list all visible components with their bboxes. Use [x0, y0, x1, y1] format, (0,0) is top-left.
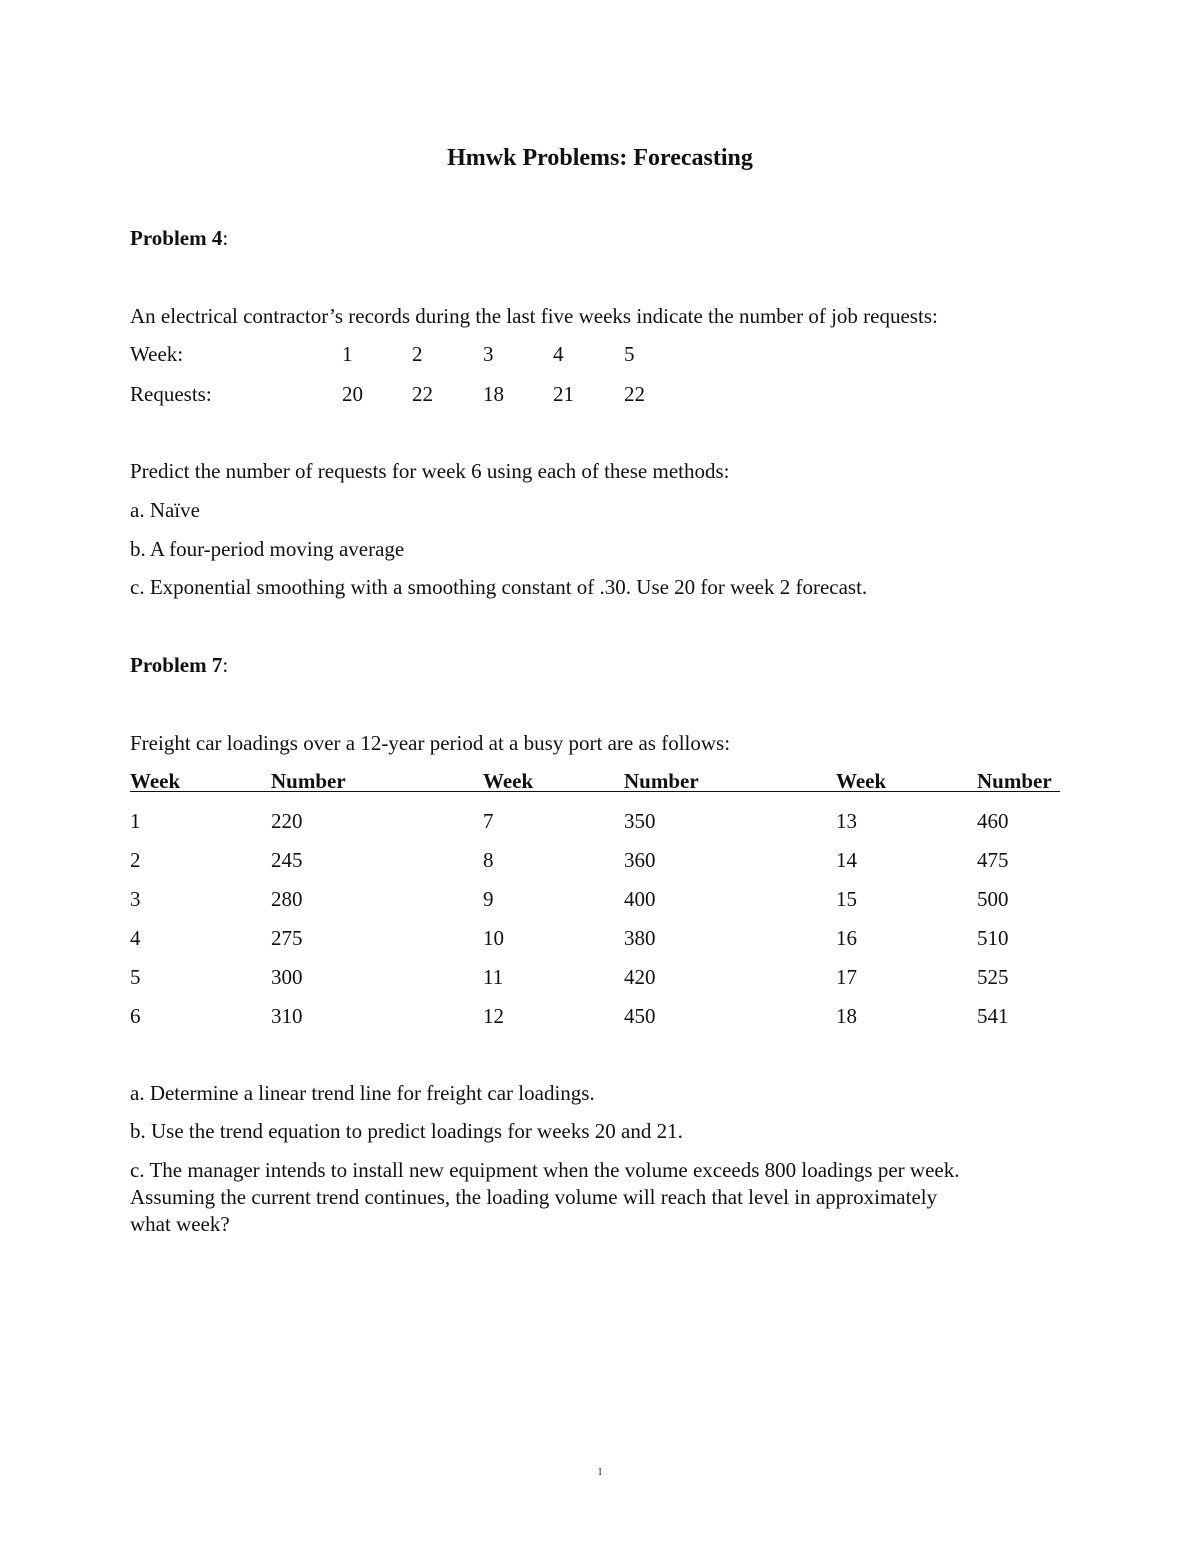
problem-7-part-c-line-1: c. The manager intends to install new equipment when the volume exceeds 800 loadings per week. — [130, 1158, 960, 1182]
table-row — [130, 850, 1060, 889]
table-cell: 380 — [624, 926, 656, 950]
problem-7-heading-colon: : — [222, 653, 229, 677]
table-cell: 18 — [836, 1004, 857, 1028]
requests-value: 22 — [412, 382, 433, 406]
problem-4-heading-colon: : — [222, 226, 229, 250]
table-cell: 15 — [836, 887, 857, 911]
table-cell: 245 — [271, 848, 303, 872]
problem-4-part-b: b. A four-period moving average — [130, 537, 405, 561]
problem-4-heading-label: Problem 4 — [130, 226, 223, 250]
table-cell: 275 — [271, 926, 303, 950]
table-cell: 4 — [130, 926, 141, 950]
problem-4-intro: An electrical contractor’s records during the last five weeks indicate the number of job requests: — [130, 304, 938, 328]
requests-value: 20 — [342, 382, 363, 406]
problem-4-question: Predict the number of requests for week 6 using each of these methods: — [130, 459, 730, 483]
table-cell: 220 — [271, 809, 303, 833]
table-cell: 1 — [130, 809, 141, 833]
freight-table-header — [130, 771, 1060, 792]
problem-7-part-a: a. Determine a linear trend line for freight car loadings. — [130, 1081, 595, 1105]
table-row — [130, 1006, 1060, 1045]
week-value: 2 — [412, 342, 423, 366]
table-cell: 14 — [836, 848, 857, 872]
table-cell: 500 — [977, 887, 1009, 911]
week-value: 4 — [553, 342, 564, 366]
table-row — [130, 928, 1060, 967]
column-header-week: Week — [836, 769, 887, 793]
table-cell: 280 — [271, 887, 303, 911]
problem-7-intro: Freight car loadings over a 12-year period at a busy port are as follows: — [130, 731, 731, 755]
column-header-number: Number — [977, 769, 1052, 793]
problem-7-heading-label: Problem 7 — [130, 653, 223, 677]
problem-7-part-c-line-2: Assuming the current trend continues, the loading volume will reach that level in approximately — [130, 1185, 938, 1209]
table-cell: 5 — [130, 965, 141, 989]
table-cell: 420 — [624, 965, 656, 989]
problem-4-part-c: c. Exponential smoothing with a smoothing constant of .30. Use 20 for week 2 forecast. — [130, 575, 868, 599]
table-cell: 16 — [836, 926, 857, 950]
table-row — [130, 889, 1060, 928]
column-header-week: Week — [483, 769, 534, 793]
table-cell: 13 — [836, 809, 857, 833]
column-header-number: Number — [624, 769, 699, 793]
week-value: 1 — [342, 342, 353, 366]
page-number: 1 — [597, 1467, 603, 1478]
freight-table — [130, 771, 1060, 1045]
table-cell: 475 — [977, 848, 1009, 872]
table-cell: 7 — [483, 809, 494, 833]
week-value: 3 — [483, 342, 494, 366]
table-cell: 8 — [483, 848, 494, 872]
column-header-number: Number — [271, 769, 346, 793]
table-row — [130, 967, 1060, 1006]
table-cell: 3 — [130, 887, 141, 911]
column-header-week: Week — [130, 769, 181, 793]
table-cell: 300 — [271, 965, 303, 989]
table-cell: 11 — [483, 965, 504, 989]
table-cell: 400 — [624, 887, 656, 911]
table-cell: 2 — [130, 848, 141, 872]
problem-4-part-a: a. Naïve — [130, 498, 200, 522]
table-cell: 360 — [624, 848, 656, 872]
problem-7-heading — [130, 655, 228, 676]
requests-value: 18 — [483, 382, 504, 406]
problem-4-heading — [130, 228, 228, 249]
table-cell: 17 — [836, 965, 857, 989]
requests-value: 21 — [553, 382, 574, 406]
table-cell: 450 — [624, 1004, 656, 1028]
requests-label: Requests: — [130, 382, 212, 406]
week-label: Week: — [130, 342, 184, 366]
table-cell: 10 — [483, 926, 504, 950]
week-value: 5 — [624, 342, 635, 366]
table-cell: 350 — [624, 809, 656, 833]
table-cell: 541 — [977, 1004, 1009, 1028]
document-title: Hmwk Problems: Forecasting — [447, 145, 753, 171]
problem-7-part-c-line-3: what week? — [130, 1212, 230, 1236]
table-cell: 510 — [977, 926, 1009, 950]
requests-value: 22 — [624, 382, 645, 406]
table-cell: 6 — [130, 1004, 141, 1028]
table-cell: 525 — [977, 965, 1009, 989]
table-cell: 310 — [271, 1004, 303, 1028]
table-cell: 460 — [977, 809, 1009, 833]
table-row — [130, 811, 1060, 850]
table-cell: 9 — [483, 887, 494, 911]
table-cell: 12 — [483, 1004, 504, 1028]
problem-7-part-b: b. Use the trend equation to predict loadings for weeks 20 and 21. — [130, 1119, 683, 1143]
